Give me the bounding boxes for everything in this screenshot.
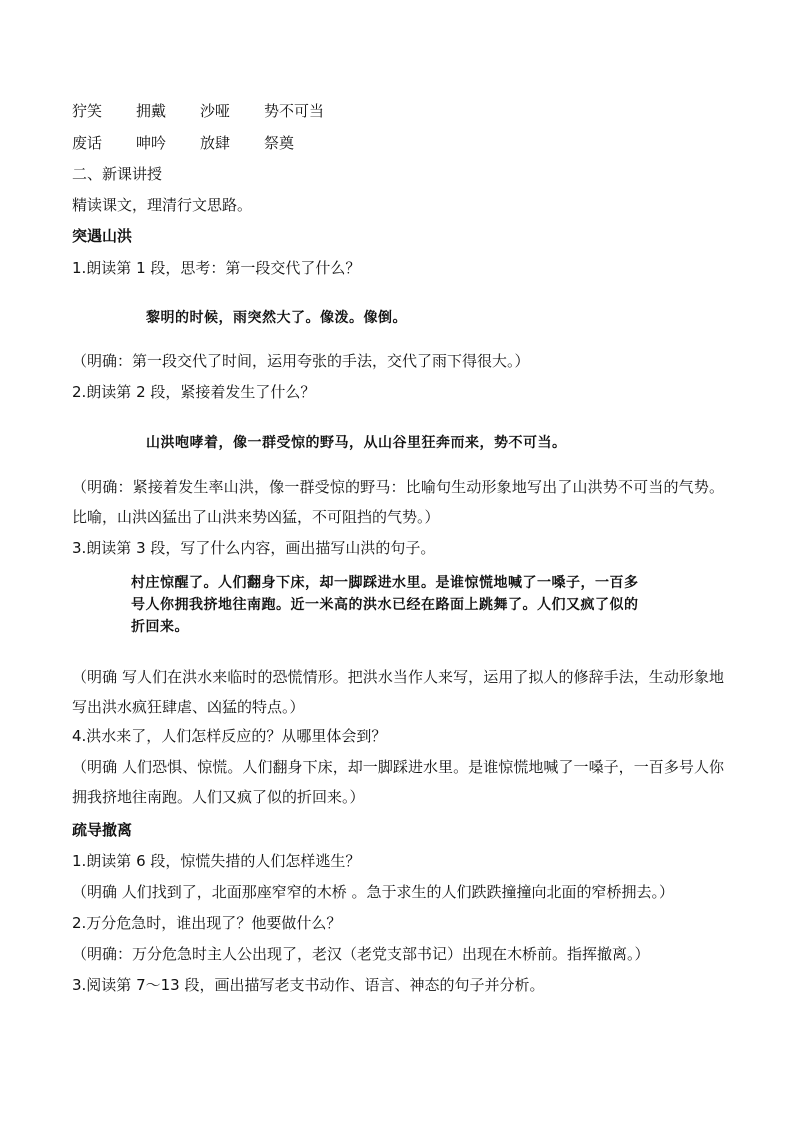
vocab-word: 势不可当 — [264, 102, 325, 120]
vocab-word: 拥戴 — [136, 102, 167, 120]
section-heading: 二、新课讲授 — [72, 165, 163, 183]
question-6: 2.万分危急时，谁出现了？他要做什么？ — [72, 914, 342, 932]
answer-5: （明确 人们找到了，北面那座窄窄的木桥 。急于求生的人们跌跌撞撞向北面的窄桥拥去。） — [72, 883, 675, 901]
vocab-word: 狞笑 — [72, 102, 103, 120]
answer-6: （明确：万分危急时主人公出现了，老汉（老党支部书记）出现在木桥前。指挥撤离。） — [72, 945, 650, 963]
quote-2: 山洪咆哮着，像一群受惊的野马，从山谷里狂奔而来，势不可当。 — [146, 435, 567, 451]
question-1: 1.朗读第 1 段，思考：第一段交代了什么？ — [72, 259, 361, 277]
answer-1: （明确：第一段交代了时间，运用夸张的手法，交代了雨下得很大。） — [72, 352, 530, 370]
question-3: 3.朗读第 3 段，写了什么内容，画出描写山洪的句子。 — [72, 539, 436, 557]
vocab-row-2 — [72, 133, 294, 153]
vocab-word: 放肆 — [200, 134, 231, 152]
vocab-row-1 — [72, 101, 324, 121]
vocab-word: 祭奠 — [264, 134, 295, 152]
answer-2: （明确：紧接着发生率山洪，像一群受惊的野马：比喻句生动形象地写出了山洪势不可当的气势。比喻，山洪凶猛出了山洪来势凶猛，不可阻挡的气势。） — [72, 478, 724, 526]
intro-text: 精读课文，理清行文思路。 — [72, 196, 253, 214]
vocab-word: 废话 — [72, 134, 103, 152]
question-4: 4.洪水来了，人们怎样反应的？从哪里体会到？ — [72, 727, 387, 745]
question-2: 2.朗读第 2 段，紧接着发生了什么？ — [72, 383, 316, 401]
quote-3-line-2: 号人你拥我挤地往南跑。近一米高的洪水已经在路面上跳舞了。人们又疯了似的 — [131, 597, 639, 613]
answer-3: （明确 写人们在洪水来临时的恐慌情形。把洪水当作人来写，运用了拟人的修辞手法，生动形象地写出洪水疯狂肆虐、凶猛的特点。） — [72, 668, 724, 716]
answer-4: （明确 人们恐惧、惊慌。人们翻身下床，却一脚踩进水里。是谁惊慌地喊了一嗓子，一百多号人你拥我挤地往南跑。人们又疯了似的折回来。） — [72, 758, 724, 806]
vocab-word: 呻吟 — [136, 134, 167, 152]
question-5: 1.朗读第 6 段，惊慌失措的人们怎样逃生？ — [72, 852, 361, 870]
vocab-word: 沙哑 — [200, 102, 231, 120]
question-7: 3.阅读第 7～13 段，画出描写老支书动作、语言、神态的句子并分析。 — [72, 976, 545, 994]
part-title-evacuation: 疏导撤离 — [72, 821, 133, 839]
quote-1: 黎明的时候，雨突然大了。像泼。像倒。 — [146, 310, 407, 326]
part-title-flood: 突遇山洪 — [72, 227, 133, 245]
quote-3-line-3: 折回来。 — [131, 619, 189, 635]
quote-3-line-1: 村庄惊醒了。人们翻身下床，却一脚踩进水里。是谁惊慌地喊了一嗓子，一百多 — [131, 575, 639, 591]
